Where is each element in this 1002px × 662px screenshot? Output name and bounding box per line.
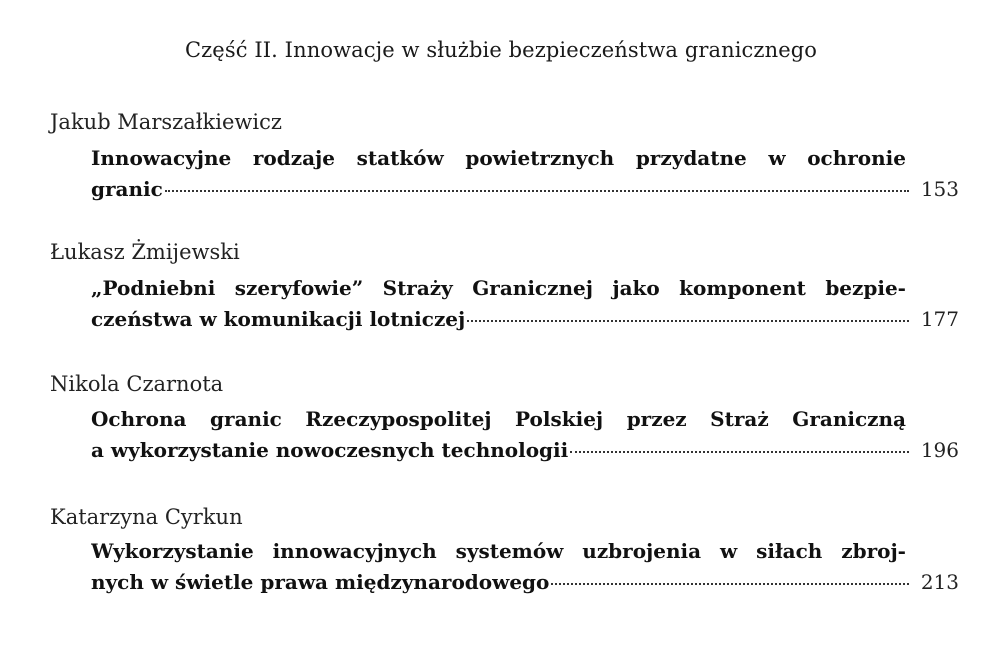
dot-leader	[570, 451, 909, 453]
page-number: 153	[920, 177, 959, 201]
entry-title-end: czeństwa w komunikacji lotniczej	[91, 307, 466, 331]
entry-title-end: a wykorzystanie nowoczesnych technologii	[91, 438, 569, 462]
entry-title-last-line	[91, 570, 959, 594]
entry-title-line: Innowacyjne rodzaje statków powietrznych przydatne w ochronie	[91, 146, 906, 170]
entry-title-end: granic	[91, 177, 163, 201]
entry-title-line: „Podniebni szeryfowie” Straży Granicznej jako komponent bezpie-	[91, 276, 906, 300]
entry-title-last-line	[91, 438, 959, 462]
entry-title-line: Wykorzystanie innowacyjnych systemów uzbrojenia w siłach zbroj-	[91, 539, 906, 563]
entry-author: Nikola Czarnota	[50, 372, 224, 396]
entry-author: Łukasz Żmijewski	[50, 240, 240, 264]
dot-leader	[165, 190, 909, 192]
entry-author: Jakub Marszałkiewicz	[50, 110, 282, 134]
part-title: Część II. Innowacje w służbie bezpieczeństwa granicznego	[184, 38, 818, 62]
page-number: 177	[920, 307, 959, 331]
dot-leader	[551, 583, 908, 585]
dot-leader	[467, 320, 909, 322]
entry-title-end: nych w świetle prawa międzynarodowego	[91, 570, 550, 594]
entry-title-last-line	[91, 177, 959, 201]
page-number: 196	[920, 438, 959, 462]
entry-title-last-line	[91, 307, 959, 331]
entry-title-line: Ochrona granic Rzeczypospolitej Polskiej przez Straż Graniczną	[91, 407, 906, 431]
page-number: 213	[920, 570, 959, 594]
entry-author: Katarzyna Cyrkun	[50, 505, 243, 529]
